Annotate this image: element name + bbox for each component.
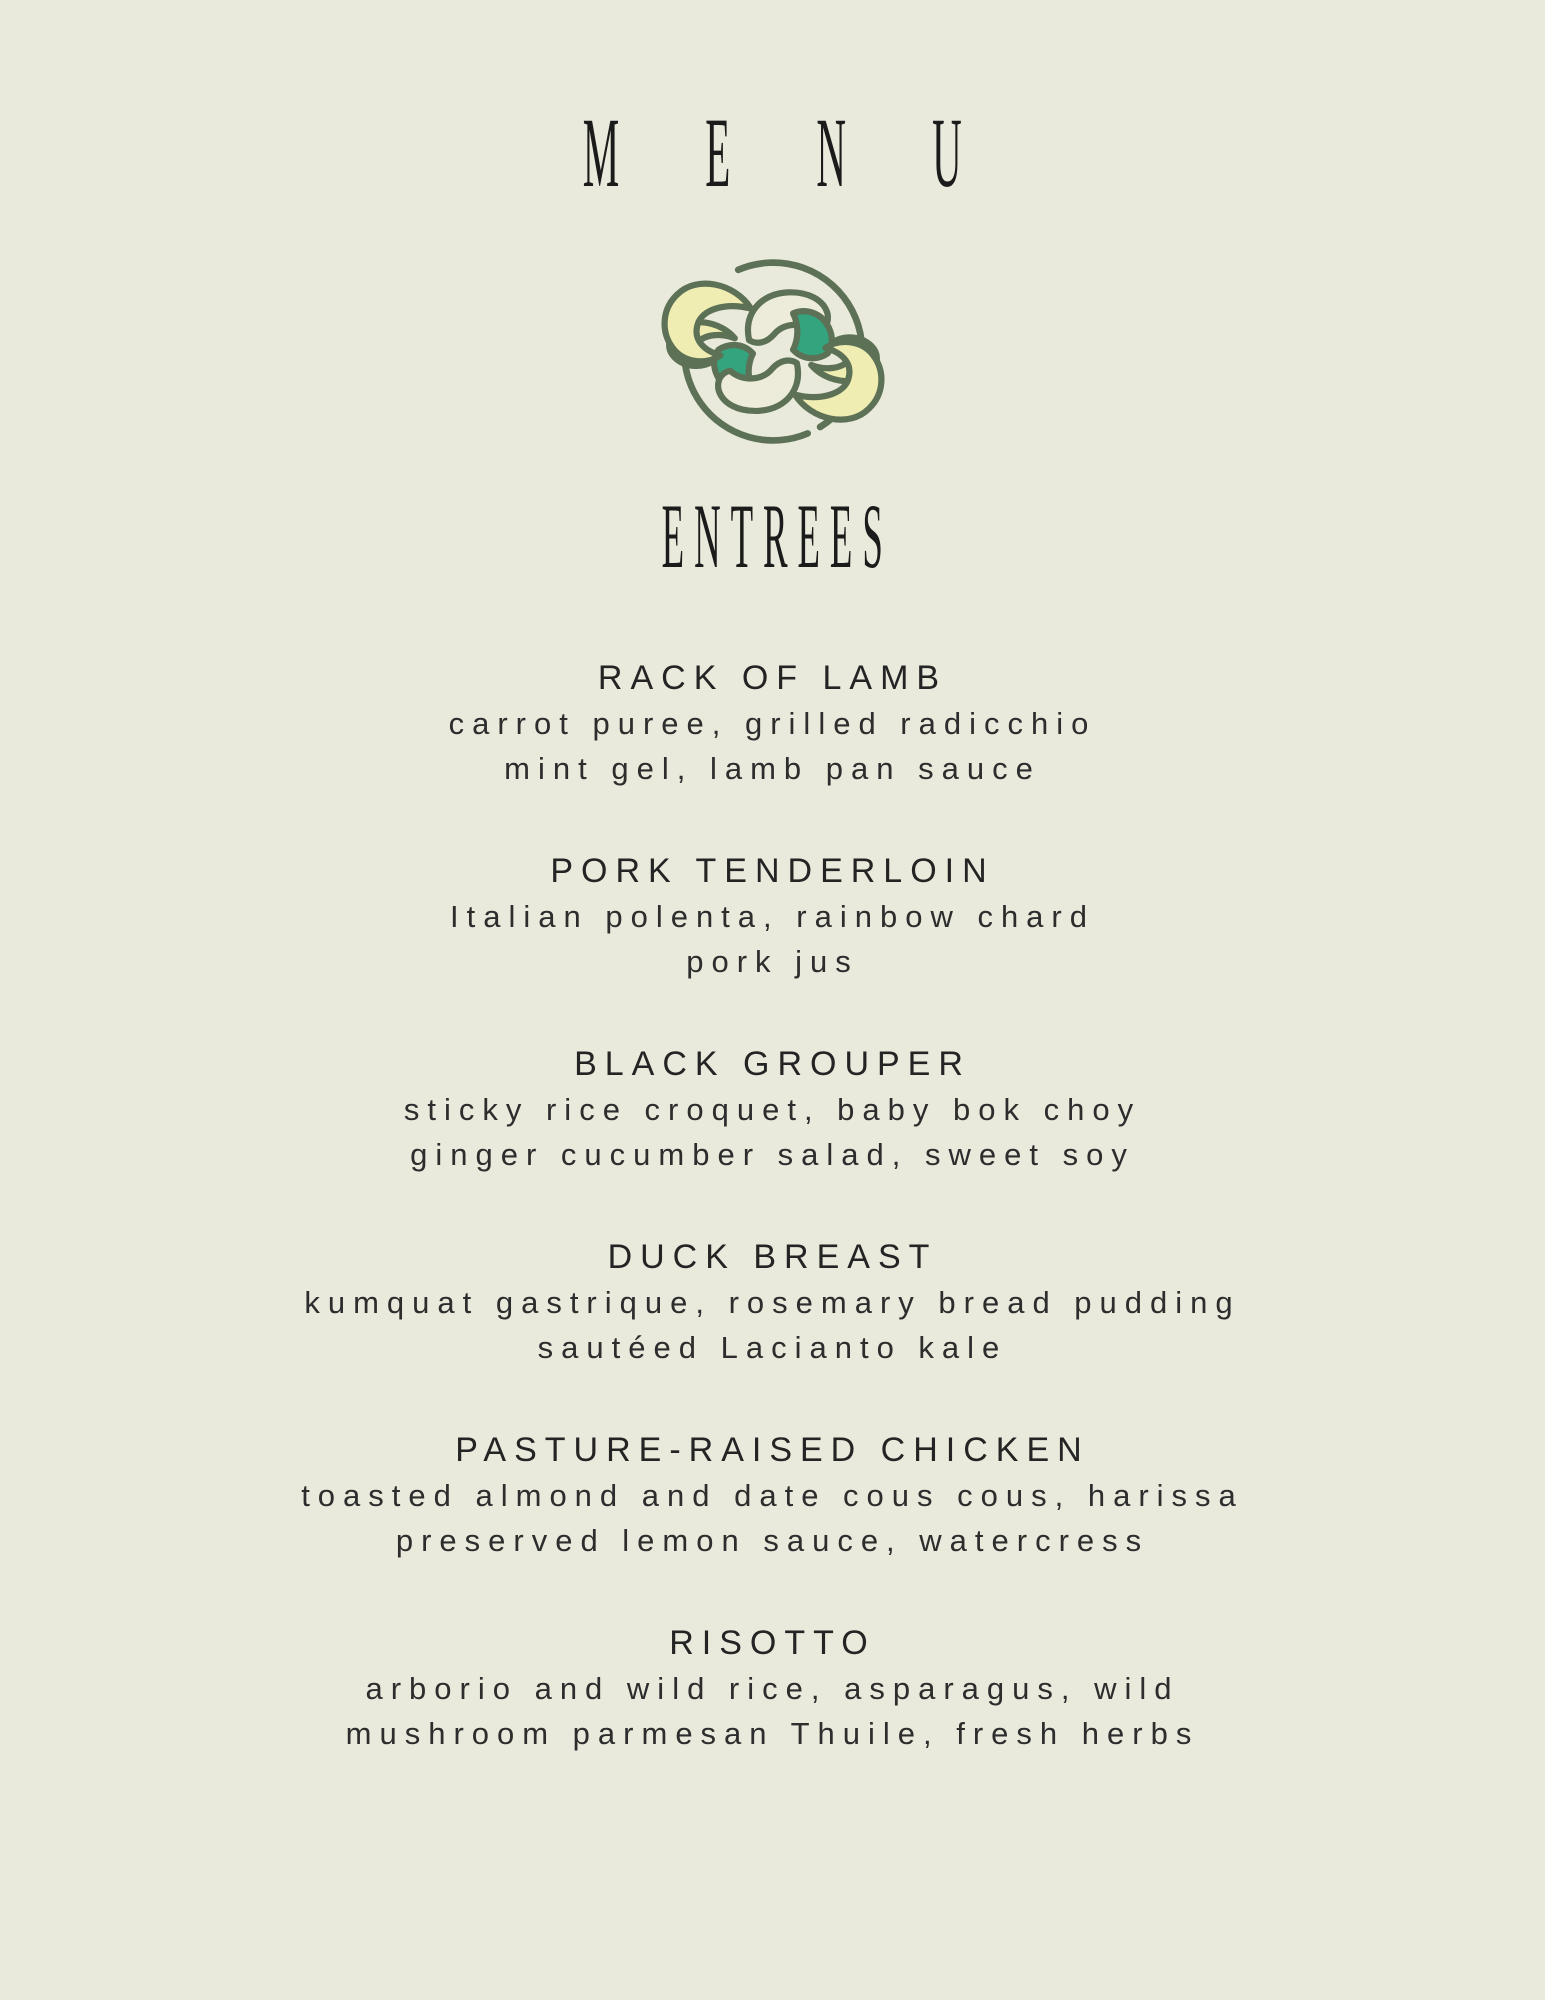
dish-description-line: Italian polenta, rainbow chard: [450, 899, 1095, 934]
dish-description-line: mint gel, lamb pan sauce: [504, 751, 1041, 786]
leaf-emblem-icon: [644, 254, 902, 455]
dish-description-line: kumquat gastrique, rosemary bread pudding: [304, 1285, 1241, 1320]
dish-name: DUCK BREAST: [607, 1238, 938, 1276]
dish-description-line: sticky rice croquet, baby bok choy: [403, 1092, 1142, 1127]
dish-description-line: preserved lemon sauce, watercress: [395, 1523, 1150, 1558]
menu-item-rack-of-lamb: [301, 655, 1244, 791]
dish-name: PASTURE-RAISED CHICKEN: [455, 1431, 1090, 1469]
menu-item-risotto: [301, 1620, 1244, 1756]
dish-description-line: mushroom parmesan Thuile, fresh herbs: [345, 1716, 1200, 1751]
dish-description-line: pork jus: [686, 944, 859, 979]
dish-description-line: toasted almond and date cous cous, harissa: [301, 1478, 1244, 1513]
page-title: [100, 97, 1444, 208]
menu-item-duck-breast: [301, 1234, 1244, 1370]
section-heading: [471, 455, 1073, 587]
dish-description-line: sautéed Lacianto kale: [537, 1330, 1008, 1365]
dish-name: RISOTTO: [669, 1624, 876, 1662]
dish-name: BLACK GROUPER: [574, 1045, 971, 1083]
section-heading-text: ENTREES: [661, 485, 893, 587]
dish-description-line: ginger cucumber salad, sweet soy: [410, 1137, 1135, 1172]
dish-description-line: carrot puree, grilled radicchio: [448, 706, 1097, 741]
menu-item-pork-tenderloin: [301, 848, 1244, 984]
menu-item-black-grouper: [301, 1041, 1244, 1177]
dish-list: [301, 655, 1244, 1813]
restaurant-logo: [644, 254, 902, 455]
menu-item-pasture-raised-chicken: [301, 1427, 1244, 1563]
dish-name: PORK TENDERLOIN: [550, 852, 995, 890]
menu-title-text: MENU: [582, 97, 1049, 208]
dish-name: RACK OF LAMB: [597, 659, 948, 697]
dish-description-line: arborio and wild rice, asparagus, wild: [365, 1671, 1180, 1706]
